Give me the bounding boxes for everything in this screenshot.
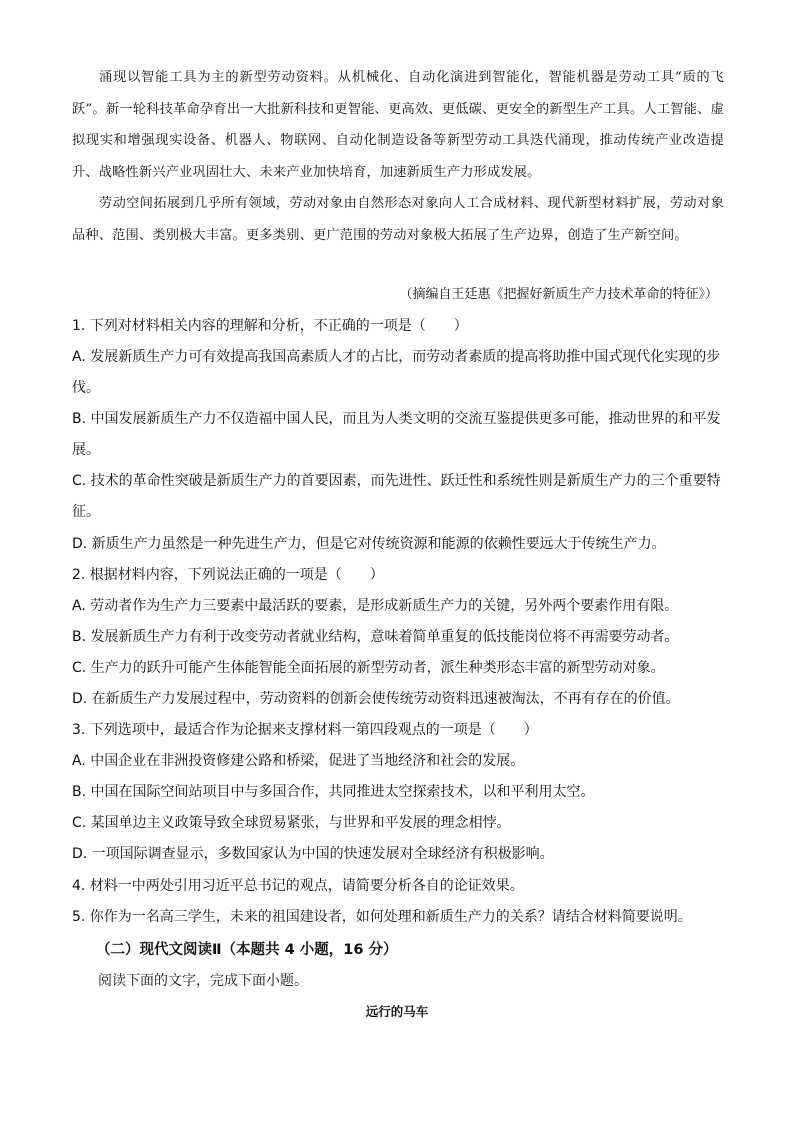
question-1-stem: 1. 下列对材料相关内容的理解和分析，不正确的一项是（ ） <box>72 318 468 334</box>
passage-paragraph-1: 涌现以智能工具为主的新型劳动资料。从机械化、自动化演进到智能化，智能机器是劳动工具“质的飞跃”。新一轮科技革命孕育出一大批新科技和更智能、更高效、更低碳、更安全的新型生产工具。人工智能、虚拟现实和增强现实设备、机器人、物联网、自动化制造设备等新型劳动工具迭代涌现，推动传统产业改造提升、战略性新兴产业巩固壮大、未来产业加快培育，加速新质生产力形成发展。 <box>72 70 724 180</box>
question-1-option-c: C. 技术的革命性突破是新质生产力的首要因素，而先进性、跃迁性和系统性则是新质生产力的三个重要特征。 <box>72 473 721 520</box>
section-instruction: 阅读下面的文字，完成下面小题。 <box>98 973 308 989</box>
question-4-stem: 4. 材料一中两处引用习近平总书记的观点，请简要分析各自的论证效果。 <box>72 878 524 894</box>
section-heading: （二）现代文阅读Ⅱ（本题共 4 小题，16 分） <box>96 942 398 958</box>
question-2-option-c: C. 生产力的跃升可能产生体能智能全面拓展的新型劳动者，派生种类形态丰富的新型劳动对象。 <box>72 660 665 676</box>
story-title: 远行的马车 <box>365 1004 429 1019</box>
question-2-option-a: A. 劳动者作为生产力三要素中最活跃的要素，是形成新质生产力的关键，另外两个要素作用有限。 <box>72 598 679 614</box>
question-3-option-b: B. 中国在国际空间站项目中与多国合作，共同推进太空探索技术，以和平利用太空。 <box>72 784 595 800</box>
question-3-option-c: C. 某国单边主义政策导致全球贸易紧张，与世界和平发展的理念相悖。 <box>72 815 511 831</box>
question-3-option-a: A. 中国企业在非洲投资修建公路和桥梁，促进了当地经济和社会的发展。 <box>72 753 525 769</box>
question-1-option-d: D. 新质生产力虽然是一种先进生产力，但是它对传统资源和能源的依赖性要远大于传统生产力。 <box>72 536 666 552</box>
question-5-stem: 5. 你作为一名高三学生，未来的祖国建设者，如何处理和新质生产力的关系？请结合材料简要说明。 <box>72 909 692 925</box>
question-1-option-a: A. 发展新质生产力可有效提高我国高素质人才的占比，而劳动者素质的提高将助推中国式现代化实现的步伐。 <box>72 349 721 396</box>
question-1-option-b: B. 中国发展新质生产力不仅造福中国人民，而且为人类文明的交流互鉴提供更多可能，推动世界的和平发展。 <box>72 411 721 458</box>
passage-paragraph-2: 劳动空间拓展到几乎所有领域，劳动对象由自然形态对象向人工合成材料、现代新型材料扩展，劳动对象品种、范围、类别极大丰富。更多类别、更广范围的劳动对象极大拓展了生产边界，创造了生产新空间。 <box>72 196 724 243</box>
question-3-option-d: D. 一项国际调查显示，多数国家认为中国的快速发展对全球经济有积极影响。 <box>72 846 554 862</box>
question-2-option-b: B. 发展新质生产力有利于改变劳动者就业结构，意味着简单重复的低技能岗位将不再需要劳动者。 <box>72 629 679 645</box>
passage-source: （摘编自王廷惠《把握好新质生产力技术革命的特征》） <box>399 287 718 302</box>
question-2-stem: 2. 根据材料内容，下列说法正确的一项是（ ） <box>72 567 384 583</box>
question-3-stem: 3. 下列选项中，最适合作为论据来支撑材料一第四段观点的一项是（ ） <box>72 722 538 738</box>
question-2-option-d: D. 在新质生产力发展过程中，劳动资料的创新会使传统劳动资料迅速被淘汰，不再有存在的价值。 <box>72 691 680 707</box>
